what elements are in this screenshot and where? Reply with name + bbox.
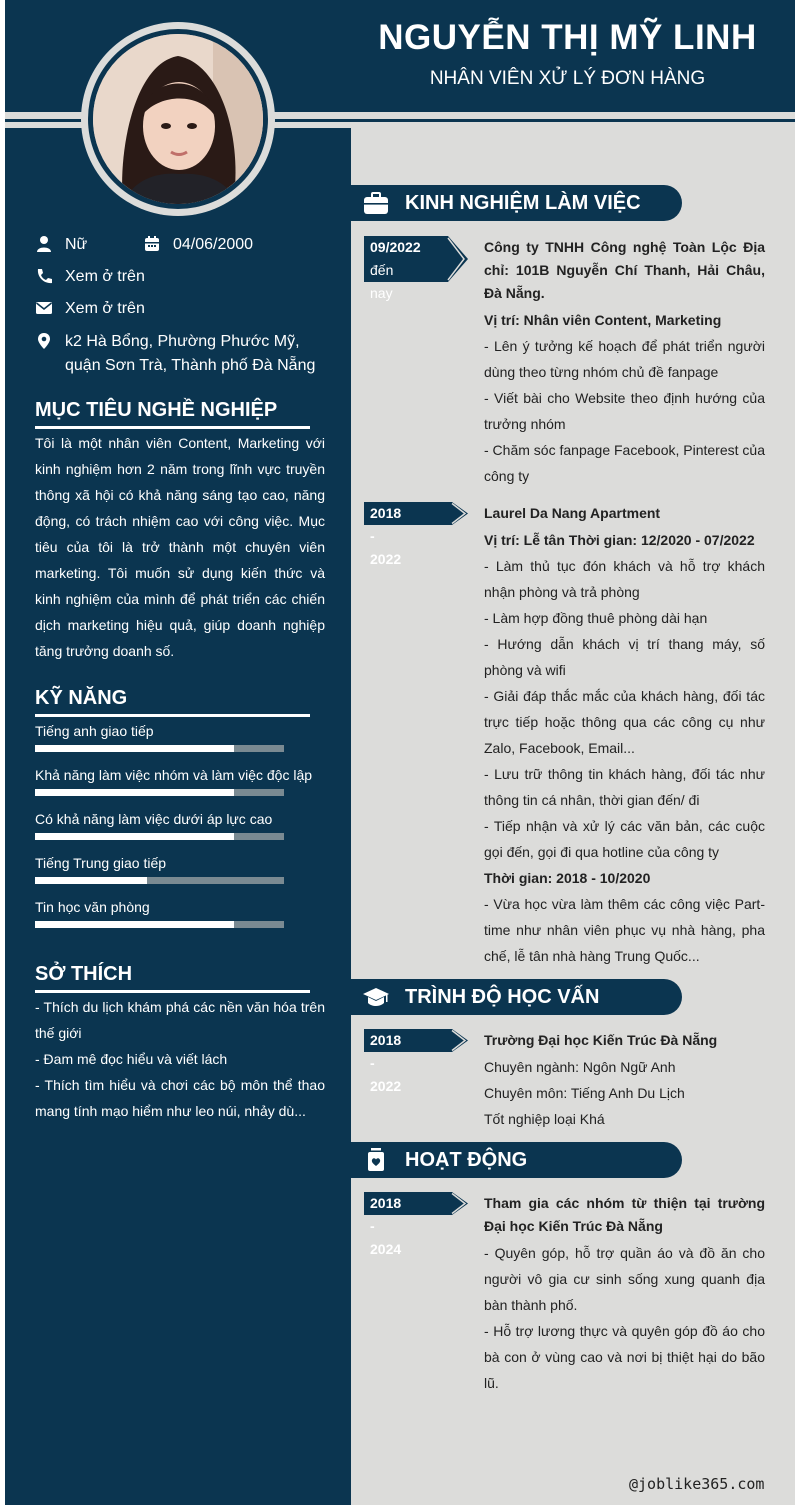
hobbies-text: - Thích du lịch khám phá các nền văn hóa trên thế giới - Đam mê đọc hiểu và viết lách - Thích tìm hiểu và chơi các bộ môn thể thao mang tính mạo hiểm như leo núi, nhảy dù... <box>35 999 325 1119</box>
education-date: 2018 - 2022 <box>370 1032 402 1094</box>
skill-bar-track <box>35 921 284 928</box>
email-value: Xem ở trên <box>65 300 145 317</box>
job2-bullet: - Làm thủ tục đón khách và hỗ trợ khách nhận phòng và trả phòng <box>484 558 765 600</box>
skill-bar-fill <box>35 833 234 840</box>
briefcase-icon <box>363 191 389 215</box>
education-line: Chuyên môn: Tiếng Anh Du Lịch <box>484 1085 685 1101</box>
job2-role: Vị trí: Lễ tân Thời gian: 12/2020 - 07/2022 <box>484 532 755 548</box>
skill-bar-fill <box>35 745 234 752</box>
activities-title: Tham gia các nhóm từ thiện tại trường Đại học Kiến Trúc Đà Nẵng <box>484 1195 765 1234</box>
experience-heading: KINH NGHIỆM LÀM VIỆC <box>405 192 641 214</box>
skill-label: Tin học văn phòng <box>35 899 150 915</box>
activities-bullet: - Quyên góp, hỗ trợ quần áo và đồ ăn cho người vô gia cư sinh sống xung quanh địa bàn thành phố. <box>484 1245 765 1313</box>
skill-bar-fill <box>35 877 147 884</box>
skill-bar-fill <box>35 789 234 796</box>
job2-date: 2018 - 2022 <box>370 505 402 567</box>
candidate-job-title: NHÂN VIÊN XỬ LÝ ĐƠN HÀNG <box>429 68 706 89</box>
skill-label: Tiếng anh giao tiếp <box>35 723 154 739</box>
graduation-cap-icon <box>363 985 389 1009</box>
education-line: Chuyên ngành: Ngôn Ngữ Anh <box>484 1059 676 1075</box>
job2-bullet: - Giải đáp thắc mắc của khách hàng, đối tác trực tiếp hoặc thông qua các công cụ như Zalo, Facebook, Email... <box>484 688 765 756</box>
birthday-value: 04/06/2000 <box>173 236 254 253</box>
skills-underline <box>35 714 310 717</box>
job2-bullet: - Hướng dẫn khách vị trí thang máy, số phòng và wifi <box>484 636 765 678</box>
job1-bullet: - Viết bài cho Website theo định hướng của trưởng nhóm <box>484 390 765 432</box>
user-icon <box>35 235 53 253</box>
phone-icon <box>35 267 53 285</box>
job2-bullet: - Vừa học vừa làm thêm các công việc Part-time như nhân viên phục vụ nhà hàng, pha chế, lễ tân nhà hàng Trung Quốc... <box>484 896 765 964</box>
education-entry <box>484 1029 765 1132</box>
skill-label: Tiếng Trung giao tiếp <box>35 855 167 871</box>
activities-heading: HOẠT ĐỘNG <box>405 1149 528 1171</box>
job2-bullet: - Làm hợp đồng thuê phòng dài hạn <box>484 610 708 626</box>
job1-date-end: đến nay <box>370 262 394 301</box>
activities-date: 2018 - 2024 <box>370 1195 402 1257</box>
calendar-icon <box>143 235 161 253</box>
avatar <box>93 34 263 204</box>
job1-company: Công ty TNHH Công nghệ Toàn Lộc Địa chỉ: 101B Nguyễn Chí Thanh, Hải Châu, Đà Nẵng. <box>484 239 765 301</box>
job1-entry <box>484 236 765 489</box>
job1-bullet: - Chăm sóc fanpage Facebook, Pinterest của công ty <box>484 442 765 484</box>
job1-bullet: - Lên ý tưởng kế hoạch để phát triển người dùng theo từng nhóm chủ đề fanpage <box>484 338 765 380</box>
skills-heading: KỸ NĂNG <box>35 687 128 709</box>
skill-label: Khả năng làm việc nhóm và làm việc độc lập <box>35 767 313 783</box>
phone-value: Xem ở trên <box>65 268 145 285</box>
envelope-icon <box>35 299 53 317</box>
job1-date-start: 09/2022 <box>370 239 421 255</box>
objective-heading: MỤC TIÊU NGHỀ NGHIỆP <box>35 399 278 421</box>
skill-bar-track <box>35 877 284 884</box>
skill-label: Có khả năng làm việc dưới áp lực cao <box>35 811 273 827</box>
skill-bar-track <box>35 789 284 796</box>
education-school: Trường Đại học Kiến Trúc Đà Nẵng <box>484 1032 718 1048</box>
job2-bullet: - Lưu trữ thông tin khách hàng, đối tác như thông tin cá nhân, thời gian đến/ đi <box>484 766 765 808</box>
cv-page <box>5 0 795 1505</box>
activities-entry <box>484 1192 765 1396</box>
job2-role2: Thời gian: 2018 - 10/2020 <box>484 870 651 886</box>
badge-heart-icon <box>363 1148 389 1172</box>
job2-bullet: - Tiếp nhận và xử lý các văn bản, các cuộc gọi đến, gọi đi qua hotline của công ty <box>484 818 765 860</box>
experience-ribbon <box>351 185 682 221</box>
skill-bar-track <box>35 833 284 840</box>
candidate-name: NGUYỄN THỊ MỸ LINH <box>378 18 757 57</box>
map-pin-icon <box>35 332 53 350</box>
education-ribbon <box>351 979 682 1015</box>
skill-bar-track <box>35 745 284 752</box>
gender-value: Nữ <box>65 236 88 253</box>
activities-bullet: - Hỗ trợ lương thực và quyên góp đồ áo cho bà con ở vùng cao và nơi bị thiệt hại do bão lũ. <box>484 1323 765 1391</box>
objective-underline <box>35 426 310 429</box>
activities-ribbon <box>351 1142 682 1178</box>
hobbies-heading: SỞ THÍCH <box>35 963 133 985</box>
address-value: k2 Hà Bổng, Phường Phước Mỹ, quận Sơn Trà, Thành phố Đà Nẵng <box>65 333 316 374</box>
watermark: @joblike365.com <box>629 1475 765 1493</box>
education-heading: TRÌNH ĐỘ HỌC VẤN <box>405 986 600 1008</box>
job2-entry <box>484 502 765 969</box>
skill-bar-fill <box>35 921 234 928</box>
job2-company: Laurel Da Nang Apartment <box>484 505 661 521</box>
hobbies-underline <box>35 990 310 993</box>
education-line: Tốt nghiệp loại Khá <box>484 1111 605 1127</box>
job1-role: Vị trí: Nhân viên Content, Marketing <box>484 312 722 328</box>
objective-text: Tôi là một nhân viên Content, Marketing với kinh nghiệm hơn 2 năm trong lĩnh vực truyền thông xã hội có khả năng sáng tạo cao, năng động, có trách nhiệm cao với công việc. Mục tiêu của tôi là trở thành một chuyên viên marketing. Tôi muốn sử dụng kiến thức và kinh nghiệm của mình để phát triển các chiến dịch marketing hiệu quả, giúp doanh nghiệp tăng trưởng doanh số. <box>35 435 325 659</box>
